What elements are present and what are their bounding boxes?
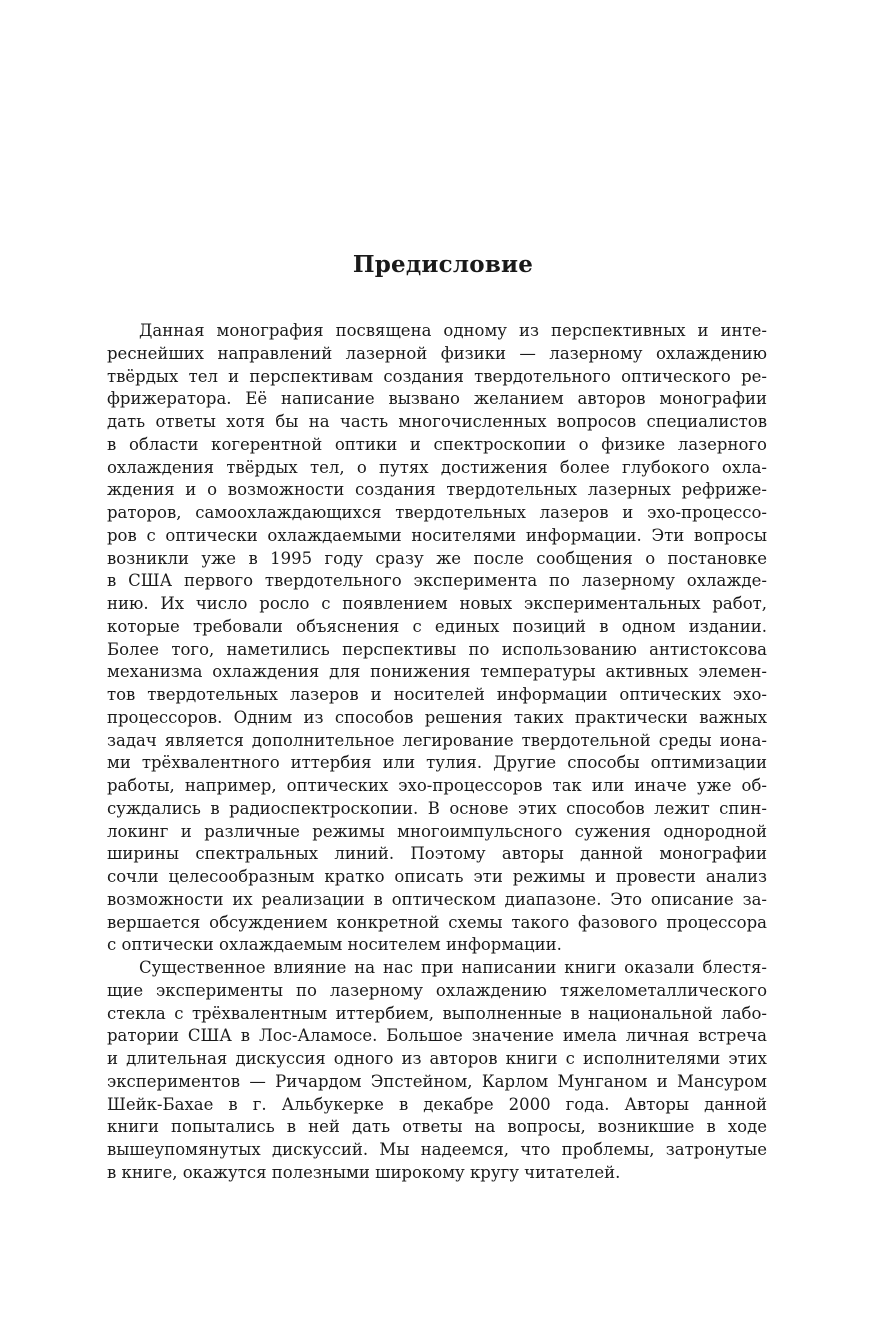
text-line: ми трёхвалентного иттербия или тулия. Другие способы оптимизации	[107, 753, 767, 773]
text-line: стекла с трёхвалентным иттербием, выполненные в национальной лабо-	[107, 1003, 767, 1023]
text-line: ширины спектральных линий. Поэтому авторы данной монографии	[107, 844, 767, 864]
text-line: ждения и о возможности создания твердотельных лазерных рефриже-	[107, 480, 767, 500]
text-line: суждались в радиоспектроскопии. В основе этих способов лежит спин-	[107, 798, 767, 818]
text-line: работы, например, оптических эхо-процессоров так или иначе уже об-	[107, 776, 767, 795]
text-line: раторов, самоохлаждающихся твердотельных лазеров и эхо-процессо-	[107, 503, 767, 522]
text-line: Шейк-Бахае в г. Альбукерке в декабре 2000 года. Авторы данной	[107, 1094, 767, 1114]
text-line: возникли уже в 1995 году сразу же после сообщения о постановке	[107, 548, 767, 568]
text-line: фрижератора. Её написание вызвано желанием авторов монографии	[107, 389, 767, 409]
text-line: с оптически охлаждаемым носителем информации.	[107, 935, 562, 955]
paragraph-2	[107, 957, 767, 1185]
text-line: нию. Их число росло с появлением новых экспериментальных работ,	[107, 594, 767, 613]
text-line: ратории США в Лос-Аламосе. Большое значение имела личная встреча	[107, 1026, 767, 1046]
text-line: которые требовали объяснения с единых позиций в одном издании.	[107, 616, 767, 636]
text-line: щие эксперименты по лазерному охлаждению тяжелометаллического	[107, 980, 767, 1000]
paragraph-1	[107, 320, 767, 957]
text-line: в США первого твердотельного эксперимента по лазерному охлажде-	[107, 571, 767, 591]
page-title: Предисловие	[352, 251, 534, 278]
text-line: ров с оптически охлаждаемыми носителями информации. Эти вопросы	[107, 525, 767, 545]
text-line: книги попытались в ней дать ответы на вопросы, возникшие в ходе	[107, 1117, 767, 1137]
text-line: в области когерентной оптики и спектроскопии о физике лазерного	[107, 434, 767, 454]
text-line: процессоров. Одним из способов решения таких практически важных	[107, 707, 767, 727]
text-line: задач является дополнительное легирование твердотельной среды иона-	[107, 730, 767, 750]
text-line: экспериментов — Ричардом Эпстейном, Карлом Мунганом и Мансуром	[107, 1071, 767, 1091]
text-line: Существенное влияние на нас при написании книги оказали блестя-	[139, 958, 767, 977]
text-line: Более того, наметились перспективы по использованию антистоксова	[107, 639, 767, 659]
text-line: Данная монография посвящена одному из перспективных и инте-	[139, 321, 767, 340]
text-line: сочли целесообразным кратко описать эти режимы и провести анализ	[107, 867, 767, 886]
text-line: реснейших направлений лазерной физики — лазерному охлаждению	[107, 343, 767, 363]
text-line: возможности их реализации в оптическом диапазоне. Это описание за-	[107, 889, 767, 909]
preface-text	[107, 320, 767, 1185]
text-line: механизма охлаждения для понижения температуры активных элемен-	[107, 662, 767, 682]
text-line: охлаждения твёрдых тел, о путях достижения более глубокого охла-	[107, 457, 767, 477]
text-line: вершается обсуждением конкретной схемы такого фазового процессора	[107, 912, 767, 932]
text-line: в книге, окажутся полезными широкому кругу читателей.	[107, 1162, 621, 1182]
text-line: и длительная дискуссия одного из авторов книги с исполнителями этих	[107, 1049, 767, 1068]
text-line: локинг и различные режимы многоимпульсного сужения однородной	[107, 821, 767, 841]
text-line: вышеупомянутых дискуссий. Мы надеемся, что проблемы, затронутые	[107, 1140, 767, 1159]
text-line: дать ответы хотя бы на часть многочисленных вопросов специалистов	[107, 412, 767, 431]
text-line: твёрдых тел и перспективам создания твердотельного оптического ре-	[107, 366, 767, 386]
text-line: тов твердотельных лазеров и носителей информации оптических эхо-	[107, 685, 767, 704]
